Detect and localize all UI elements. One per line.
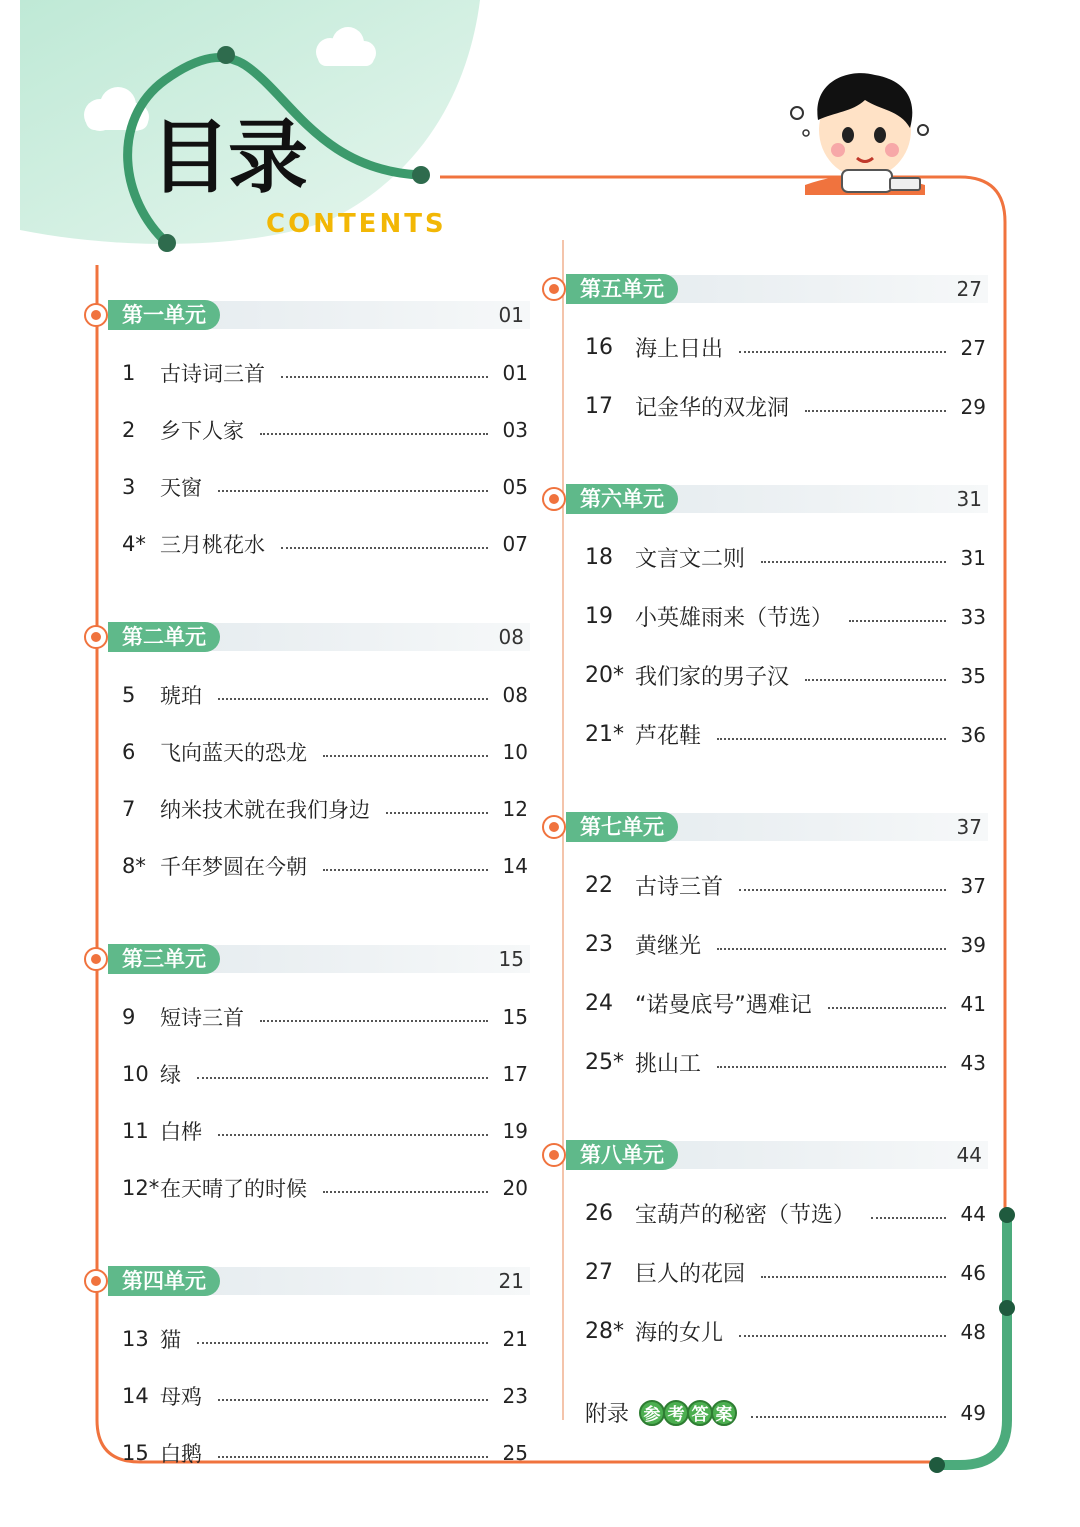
lesson-title: 古诗三首 [635, 875, 724, 900]
dot-leader [323, 869, 488, 871]
lesson-title: 小英雄雨来（节选） [635, 606, 834, 631]
dot-leader [218, 490, 488, 492]
dot-leader [761, 561, 946, 563]
dot-leader [260, 1020, 488, 1022]
lesson-page-number: 14 [502, 853, 528, 878]
lesson-title: 我们家的男子汉 [635, 665, 790, 690]
lesson-title: 在天晴了的时候 [160, 1176, 307, 1201]
lesson-number: 9 [122, 1004, 136, 1029]
lesson-number: 5 [122, 682, 136, 707]
unit-header[interactable] [548, 274, 998, 304]
page-subtitle: CONTENTS [266, 209, 447, 239]
lesson-page-number: 20 [502, 1175, 528, 1200]
unit-bullet-icon [542, 277, 566, 301]
dot-leader [871, 1217, 946, 1219]
lesson-number: 21* [585, 722, 624, 747]
unit-page-number: 44 [956, 1143, 982, 1167]
answer-badge-char: 考 [663, 1400, 689, 1426]
lesson-number: 8* [122, 853, 146, 878]
toc-right-column [548, 270, 998, 1442]
unit-bullet-icon [542, 815, 566, 839]
unit-title: 第三单元 [108, 944, 220, 974]
lesson-number: 24 [585, 991, 613, 1016]
lesson-title: 文言文二则 [635, 547, 746, 572]
lesson-page-number: 25 [502, 1440, 528, 1465]
lesson-page-number: 10 [502, 739, 528, 764]
lesson-number: 4* [122, 531, 146, 556]
lesson-list [548, 856, 998, 1092]
dot-leader [717, 738, 946, 740]
toc-entry[interactable] [90, 401, 540, 458]
lesson-title: 白鹅 [160, 1441, 202, 1466]
dot-leader [197, 1077, 488, 1079]
lesson-title: 巨人的花园 [635, 1262, 746, 1287]
lesson-title: 三月桃花水 [160, 532, 265, 557]
lesson-list [90, 1310, 540, 1481]
unit-page-number: 31 [956, 487, 982, 511]
lesson-title: “诺曼底号”遇难记 [635, 993, 812, 1018]
lesson-title: 猫 [160, 1327, 181, 1352]
lesson-list [548, 1184, 998, 1361]
toc-entry[interactable] [548, 377, 998, 436]
lesson-page-number: 46 [960, 1260, 986, 1285]
answer-badge-char: 案 [711, 1400, 737, 1426]
toc-entry[interactable] [548, 318, 998, 377]
lesson-page-number: 19 [502, 1118, 528, 1143]
lesson-number: 18 [585, 545, 613, 570]
dot-leader [717, 1066, 946, 1068]
lesson-page-number: 29 [960, 394, 986, 419]
appendix-label: 附录 [585, 1402, 630, 1427]
unit-page-number: 08 [498, 625, 524, 649]
unit-page-number: 37 [956, 815, 982, 839]
lesson-page-number: 37 [960, 873, 986, 898]
toc-entry[interactable] [548, 1302, 998, 1361]
lesson-number: 1 [122, 360, 136, 385]
dot-leader [323, 755, 488, 757]
lesson-title: 飞向蓝天的恐龙 [160, 740, 307, 765]
dot-leader [218, 1399, 488, 1401]
toc-entry[interactable] [548, 1184, 998, 1243]
unit-header[interactable] [548, 812, 998, 842]
unit-header[interactable] [90, 300, 540, 330]
lesson-number: 20* [585, 663, 624, 688]
lesson-title: 海的女儿 [635, 1321, 724, 1346]
lesson-number: 6 [122, 739, 136, 764]
unit-title: 第七单元 [566, 812, 678, 842]
toc-entry[interactable] [548, 856, 998, 915]
lesson-number: 25* [585, 1050, 624, 1075]
lesson-title: 记金华的双龙洞 [635, 396, 790, 421]
answer-key-badge[interactable] [639, 1400, 735, 1426]
toc-entry[interactable] [548, 587, 998, 646]
dot-leader [386, 812, 488, 814]
unit-page-number: 21 [498, 1269, 524, 1293]
toc-entry[interactable] [90, 666, 540, 723]
toc-entry[interactable] [90, 837, 540, 894]
dot-leader [281, 547, 488, 549]
unit-bullet-icon [84, 947, 108, 971]
lesson-title: 千年梦圆在今朝 [160, 854, 307, 879]
lesson-page-number: 33 [960, 604, 986, 629]
toc-entry[interactable] [90, 515, 540, 572]
toc-entry[interactable] [90, 1159, 540, 1216]
unit-title: 第四单元 [108, 1266, 220, 1296]
unit-title: 第一单元 [108, 300, 220, 330]
lesson-page-number: 21 [502, 1326, 528, 1351]
dot-leader [805, 410, 946, 412]
toc-entry[interactable] [548, 1033, 998, 1092]
dot-leader [849, 620, 946, 622]
lesson-number: 14 [122, 1383, 149, 1408]
unit-page-number: 27 [956, 277, 982, 301]
lesson-number: 10 [122, 1061, 149, 1086]
lesson-number: 17 [585, 394, 613, 419]
toc-entry[interactable] [548, 1243, 998, 1302]
unit-title: 第二单元 [108, 622, 220, 652]
toc-entry[interactable] [90, 723, 540, 780]
lesson-title: 芦花鞋 [635, 724, 702, 749]
unit-bullet-icon [84, 303, 108, 327]
lesson-number: 26 [585, 1201, 613, 1226]
unit-header[interactable] [548, 484, 998, 514]
toc-entry[interactable] [90, 1102, 540, 1159]
toc-entry[interactable] [90, 1424, 540, 1481]
lesson-title: 乡下人家 [160, 418, 244, 443]
toc-entry[interactable] [90, 1367, 540, 1424]
lesson-number: 22 [585, 873, 613, 898]
dot-leader [218, 698, 488, 700]
lesson-title: 纳米技术就在我们身边 [160, 797, 370, 822]
dot-leader [739, 889, 946, 891]
lesson-page-number: 23 [502, 1383, 528, 1408]
unit-bullet-icon [542, 1143, 566, 1167]
toc-entry[interactable] [90, 1045, 540, 1102]
unit-page-number: 15 [498, 947, 524, 971]
lesson-list [548, 318, 998, 436]
lesson-title: 短诗三首 [160, 1005, 244, 1030]
dot-leader [828, 1007, 946, 1009]
lesson-page-number: 31 [960, 545, 986, 570]
unit-header[interactable] [90, 622, 540, 652]
lesson-number: 28* [585, 1319, 624, 1344]
dot-leader [751, 1416, 946, 1418]
appendix-entry[interactable] [548, 1383, 998, 1442]
lesson-page-number: 08 [502, 682, 528, 707]
toc-entry[interactable] [548, 974, 998, 1033]
lesson-page-number: 41 [960, 991, 986, 1016]
lesson-number: 15 [122, 1440, 149, 1465]
unit-bullet-icon [84, 1269, 108, 1293]
lesson-title: 白桦 [160, 1119, 202, 1144]
lesson-page-number: 36 [960, 722, 986, 747]
unit-header[interactable] [548, 1140, 998, 1170]
dot-leader [281, 376, 488, 378]
lesson-title: 海上日出 [635, 337, 724, 362]
lesson-page-number: 27 [960, 335, 986, 360]
unit-title: 第五单元 [566, 274, 678, 304]
dot-leader [805, 679, 946, 681]
dot-leader [260, 433, 488, 435]
unit-header[interactable] [90, 944, 540, 974]
lesson-list [90, 666, 540, 894]
dot-leader [218, 1134, 488, 1136]
unit-title: 第六单元 [566, 484, 678, 514]
dot-leader [197, 1342, 488, 1344]
lesson-title: 母鸡 [160, 1384, 202, 1409]
lesson-page-number: 48 [960, 1319, 986, 1344]
page-title: 目录 [150, 111, 306, 204]
toc-entry[interactable] [548, 528, 998, 587]
lesson-number: 27 [585, 1260, 613, 1285]
toc-entry[interactable] [548, 705, 998, 764]
appendix-page-number: 49 [960, 1400, 986, 1425]
lesson-page-number: 07 [502, 531, 528, 556]
lesson-page-number: 01 [502, 360, 528, 385]
lesson-number: 2 [122, 417, 136, 442]
lesson-number: 12* [122, 1175, 160, 1200]
lesson-page-number: 39 [960, 932, 986, 957]
answer-badge-char: 答 [687, 1400, 713, 1426]
dot-leader [717, 948, 946, 950]
dot-leader [739, 1335, 946, 1337]
toc-entry[interactable] [90, 988, 540, 1045]
dot-leader [739, 351, 946, 353]
lesson-number: 23 [585, 932, 613, 957]
lesson-list [548, 528, 998, 764]
lesson-number: 19 [585, 604, 613, 629]
toc-left-column [90, 290, 540, 1481]
lesson-number: 13 [122, 1326, 149, 1351]
toc-entry[interactable] [548, 646, 998, 705]
lesson-title: 挑山工 [635, 1052, 702, 1077]
lesson-page-number: 05 [502, 474, 528, 499]
lesson-number: 7 [122, 796, 136, 821]
lesson-number: 3 [122, 474, 136, 499]
toc-entry[interactable] [90, 458, 540, 515]
dot-leader [323, 1191, 488, 1193]
lesson-page-number: 44 [960, 1201, 986, 1226]
lesson-number: 16 [585, 335, 613, 360]
lesson-page-number: 43 [960, 1050, 986, 1075]
dot-leader [761, 1276, 946, 1278]
lesson-number: 11 [122, 1118, 149, 1143]
lesson-list [90, 988, 540, 1216]
unit-bullet-icon [542, 487, 566, 511]
lesson-page-number: 35 [960, 663, 986, 688]
toc-entry[interactable] [90, 780, 540, 837]
toc-entry[interactable] [548, 915, 998, 974]
lesson-page-number: 15 [502, 1004, 528, 1029]
lesson-title: 绿 [160, 1062, 181, 1087]
lesson-page-number: 12 [502, 796, 528, 821]
lesson-title: 黄继光 [635, 934, 702, 959]
unit-title: 第八单元 [566, 1140, 678, 1170]
lesson-page-number: 17 [502, 1061, 528, 1086]
lesson-title: 天窗 [160, 475, 202, 500]
lesson-title: 古诗词三首 [160, 361, 265, 386]
toc-entry[interactable] [90, 1310, 540, 1367]
lesson-title: 琥珀 [160, 683, 202, 708]
unit-page-number: 01 [498, 303, 524, 327]
dot-leader [218, 1456, 488, 1458]
unit-header[interactable] [90, 1266, 540, 1296]
lesson-title: 宝葫芦的秘密（节选） [635, 1203, 856, 1228]
toc-entry[interactable] [90, 344, 540, 401]
unit-bullet-icon [84, 625, 108, 649]
lesson-page-number: 03 [502, 417, 528, 442]
lesson-list [90, 344, 540, 572]
answer-badge-char: 参 [639, 1400, 665, 1426]
